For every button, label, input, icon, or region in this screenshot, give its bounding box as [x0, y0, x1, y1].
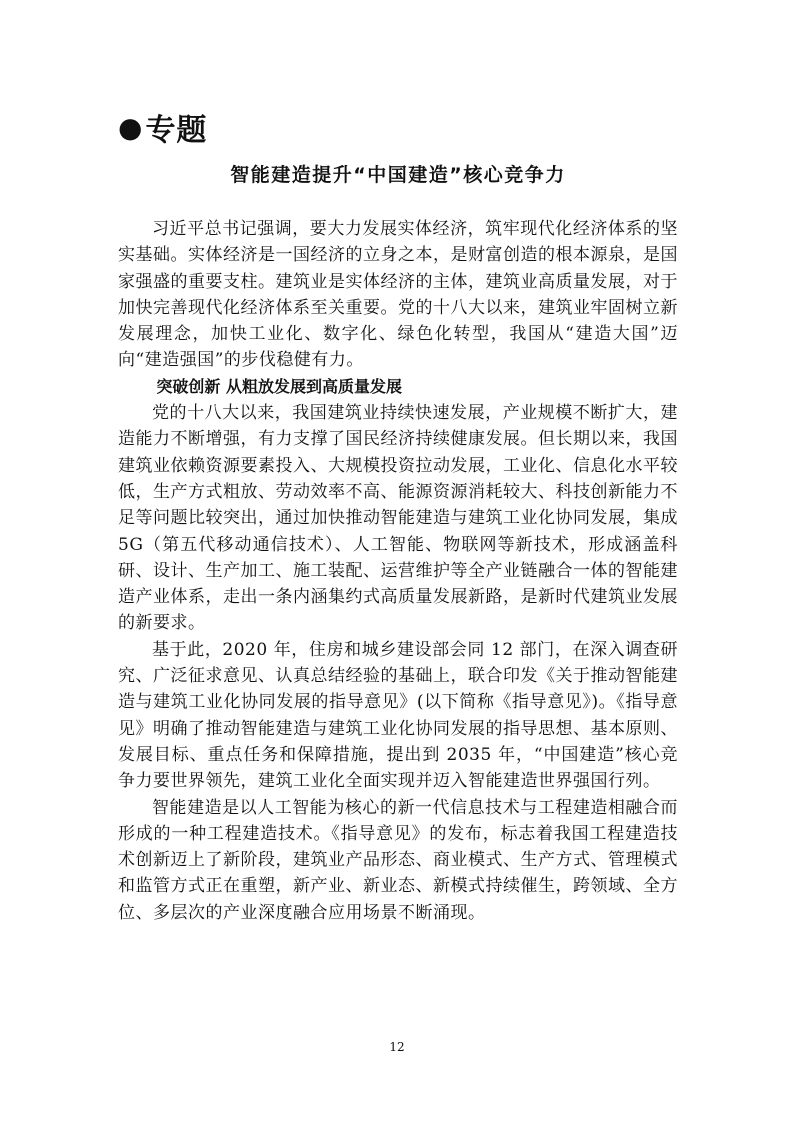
body-paragraph: 党的十八大以来，我国建筑业持续快速发展，产业规模不断扩大，建造能力不断增强，有力支撑了国民经济持续健康发展。但长期以来，我国建筑业依赖资源要素投入、大规模投资拉动发展，工业化、信息化水平较低，生产方式粗放、劳动效率不高、能源资源消耗较大、科技创新能力不足等问题比较突出，通过加快推动智能建造与建筑工业化协同发展，集成 5G（第五代移动通信技术）、人工智能、物联网等新技术，形成涵盖科研、设计、生产加工、施工装配、运营维护等全产业链融合一体的智能建造产业体系，走出一条内涵集约式高质量发展新路，是新时代建筑业发展的新要求。	[118, 403, 678, 634]
article-body	[118, 216, 678, 926]
article-title: 智能建造提升“中国建造”核心竞争力	[230, 164, 566, 186]
section-label: 专题	[145, 113, 208, 148]
subheading: 突破创新 从粗放发展到高质量发展	[156, 376, 402, 396]
body-paragraph: 基于此，2020 年，住房和城乡建设部会同 12 部门，在深入调查研究、广泛征求意见、认真总结经验的基础上，联合印发《关于推动智能建造与建筑工业化协同发展的指导意见》(以下简称《指导意见》)。《指导意见》明确了推动智能建造与建筑工业化协同发展的指导思想、基本原则、发展目标、重点任务和保障措施，提出到 2035 年，“中国建造”核心竞争力要世界领先，建筑工业化全面实现并迈入智能建造世界强国行列。	[118, 639, 678, 792]
page-number: 12	[389, 1040, 405, 1054]
bullet-icon: ●	[118, 110, 144, 144]
body-paragraph: 智能建造是以人工智能为核心的新一代信息技术与工程建造相融合而形成的一种工程建造技术。《指导意见》的发布，标志着我国工程建造技术创新迈上了新阶段，建筑业产品形态、商业模式、生产方式、管理模式和监管方式正在重塑，新产业、新业态、新模式持续催生，跨领域、全方位、多层次的产业深度融合应用场景不断涌现。	[118, 797, 678, 923]
section-heading	[118, 102, 207, 152]
intro-paragraph: 习近平总书记强调，要大力发展实体经济，筑牢现代化经济体系的坚实基础。实体经济是一国经济的立身之本，是财富创造的根本源泉，是国家强盛的重要支柱。建筑业是实体经济的主体，建筑业高质量发展，对于加快完善现代化经济体系至关重要。党的十八大以来，建筑业牢固树立新发展理念，加快工业化、数字化、绿色化转型，我国从“建造大国”迈向“建造强国”的步伐稳健有力。	[118, 219, 678, 371]
